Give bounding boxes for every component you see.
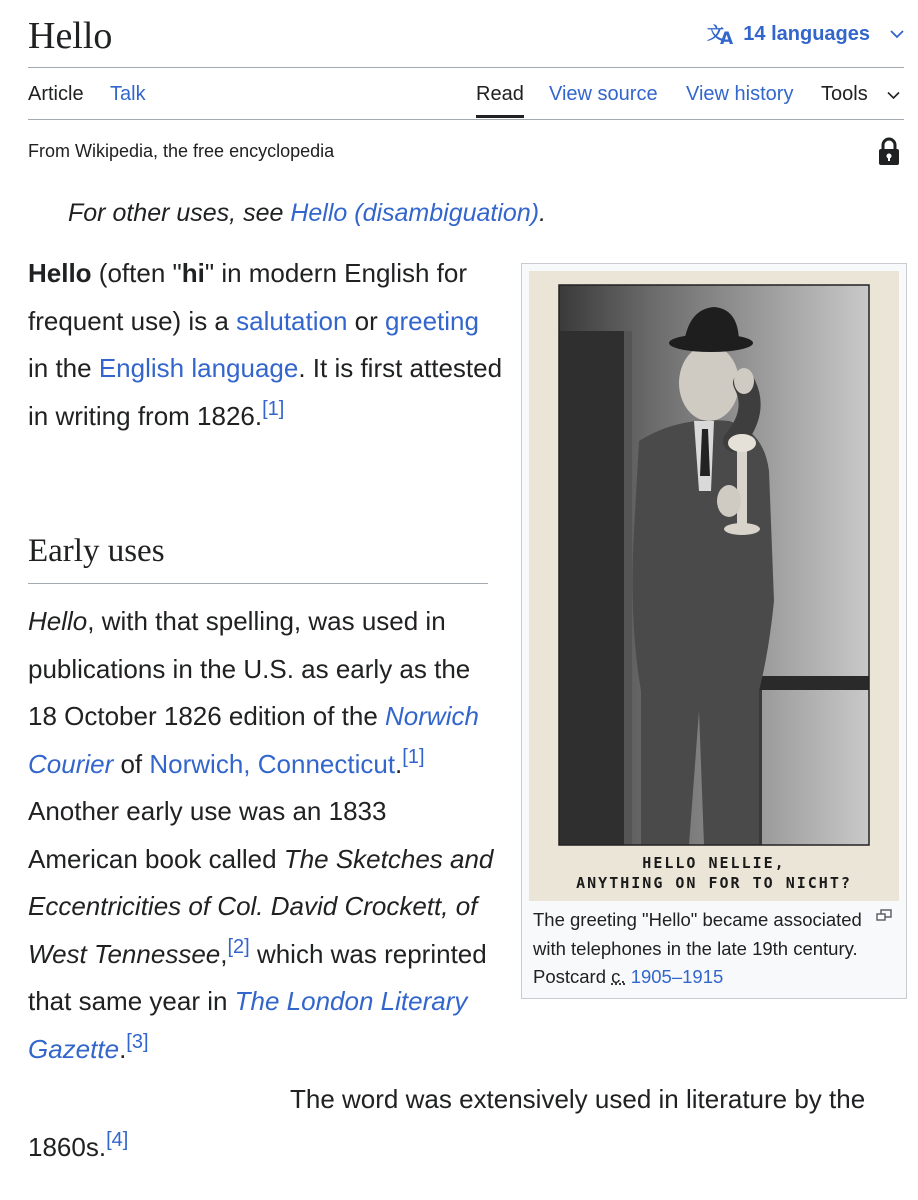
postcard-caption-line1: HELLO NELLIE,	[642, 854, 786, 872]
section-paragraph-continued	[28, 1076, 908, 1171]
lead-bold-hello: Hello	[28, 258, 92, 288]
section-text: .	[119, 1033, 127, 1064]
section-text: .	[395, 748, 403, 779]
greeting-link[interactable]: greeting	[385, 305, 479, 336]
caption-text: The greeting "Hello" became associated with telephones in the late 19th century. Postcard	[533, 909, 862, 987]
translate-icon	[707, 22, 735, 46]
italic-hello: Hello	[28, 606, 88, 636]
tab-view-history[interactable]: View history	[686, 83, 794, 105]
postcard-caption-line2: ANYTHING ON FOR TO NICHT?	[576, 874, 852, 892]
page-tabs	[0, 70, 918, 120]
date-range-link[interactable]: 1905–1915	[630, 966, 724, 987]
tab-tools[interactable]	[821, 83, 900, 106]
circa-abbr: c.	[611, 966, 626, 987]
image-caption	[533, 906, 897, 992]
tools-label: Tools	[821, 83, 868, 105]
image-thumbnail	[521, 263, 907, 999]
lead-bold-hi: hi	[181, 258, 205, 288]
lock-icon[interactable]	[877, 137, 901, 172]
tab-read-indicator	[476, 115, 524, 118]
svg-text:A: A	[720, 29, 734, 46]
chevron-down-icon	[887, 83, 900, 105]
tabs-divider	[28, 119, 904, 120]
reference-link[interactable]: [1]	[402, 745, 425, 768]
section-text: The word was extensively used in literature by the 1860s.	[28, 1084, 866, 1162]
lead-text: (often "	[91, 258, 182, 288]
section-divider	[28, 583, 488, 584]
lead-paragraph	[28, 250, 503, 440]
section-paragraph	[28, 598, 500, 1073]
section-text: ,	[220, 938, 228, 969]
english-language-link[interactable]: English language	[98, 353, 299, 383]
section-text: , with that spelling, was used in publications in the U.S. as early as the 18 October 1826 edition of the	[28, 606, 471, 731]
section-text: of	[113, 748, 150, 779]
tab-talk[interactable]: Talk	[110, 83, 146, 105]
tab-article[interactable]: Article	[28, 83, 84, 105]
book-title: The Sketches and Eccentricities of Col. David Crockett, of West Tennessee	[28, 843, 494, 969]
reference-link[interactable]: [1]	[262, 397, 285, 420]
chevron-down-icon	[890, 29, 904, 39]
tagline: From Wikipedia, the free encyclopedia	[28, 141, 335, 161]
languages-label: 14 languages	[743, 22, 870, 45]
reference-link[interactable]: [4]	[106, 1128, 129, 1151]
london-literary-gazette-link[interactable]: The London Literary Gazette	[28, 986, 468, 1064]
section-text: Another early use was an 1833 American book called	[28, 796, 387, 874]
languages-button[interactable]	[707, 22, 904, 46]
hatnote-prefix: For other uses, see	[68, 199, 291, 227]
tab-view-source[interactable]: View source	[549, 83, 658, 105]
lead-text: " in modern English for frequent use) is a	[28, 258, 467, 336]
hatnote	[68, 199, 546, 228]
svg-text:文: 文	[707, 24, 725, 44]
page-title: Hello	[28, 15, 113, 57]
disambiguation-link[interactable]: Hello (disambiguation)	[290, 199, 540, 227]
reference-link[interactable]: [2]	[227, 935, 250, 958]
norwich-courier-link[interactable]: Norwich Courier	[28, 701, 479, 779]
lead-text: in the	[28, 353, 99, 383]
reference-link[interactable]: [3]	[126, 1030, 149, 1053]
postcard-image[interactable]	[529, 271, 899, 901]
norwich-connecticut-link[interactable]: Norwich, Connecticut	[149, 748, 396, 779]
title-divider	[28, 67, 904, 68]
salutation-link[interactable]: salutation	[236, 305, 348, 336]
section-text: which was reprinted that same year in	[28, 938, 487, 1016]
section-heading: Early uses	[28, 533, 165, 569]
lead-text: or	[347, 305, 386, 336]
hatnote-suffix: .	[539, 199, 547, 227]
lead-text: . It is first attested in writing from 1826.	[28, 353, 503, 431]
tab-read[interactable]: Read	[476, 83, 524, 105]
